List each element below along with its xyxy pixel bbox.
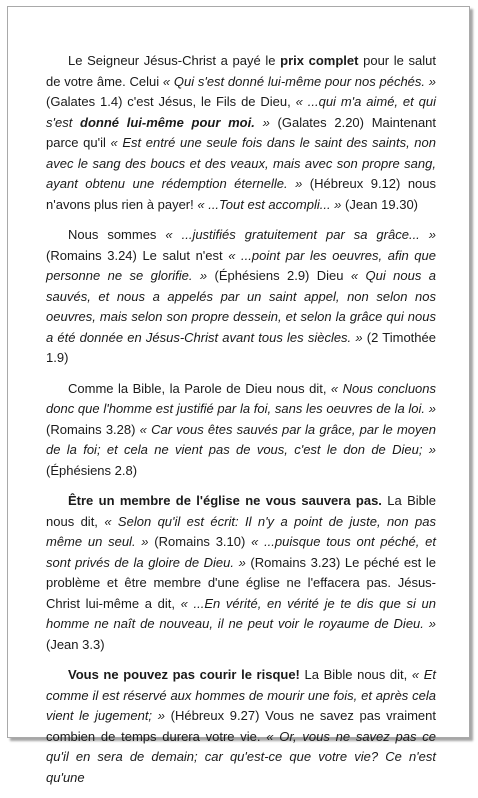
- text-run: (2 Timothée 1.9): [46, 329, 436, 365]
- paragraph-parole-de-dieu: [46, 379, 436, 482]
- paragraph-membre-eglise: [46, 491, 436, 655]
- paragraph-prix-complet: [46, 51, 436, 215]
- quote-jean-3-3: « ...En vérité, en vérité je te dis que si un homme ne naît de nouveau, il ne peut voir le royaume de Dieu. »: [46, 595, 437, 631]
- quote-ephesiens-2-8: « Car vous êtes sauvés par la grâce, par le moyen de la foi; et cela ne vient pas de vous, c'est le don de Dieu; »: [46, 421, 436, 457]
- text-run: (Jean 19.30): [341, 196, 419, 212]
- quote-hebreux-9-27: « Et comme il est réservé aux hommes de mourir une fois, et après cela vient le jugement; »: [46, 667, 437, 723]
- text-run: La Bible nous dit,: [46, 493, 436, 529]
- text-run: (Romains 3.23) Le péché est le problème et être membre d'une église ne l'effacera pas. Jésus-Christ lui-même a dit,: [46, 554, 436, 611]
- text-run: Le Seigneur Jésus-Christ a payé le: [68, 53, 281, 68]
- paragraph-courir-le-risque: [46, 665, 436, 788]
- quote-romains-3-24: « ...justifiés gratuitement par sa grâce... »: [165, 227, 436, 242]
- quote-close: »: [254, 114, 270, 130]
- text-run: Comme la Bible, la Parole de Dieu nous dit,: [68, 380, 331, 396]
- text-run: (Hébreux 9.27) Vous ne savez pas vraiment combien de temps durera votre vie.: [46, 708, 437, 744]
- text-run: (Éphésiens 2.8): [46, 462, 138, 478]
- text-run: (Galates 2.20) Maintenant parce qu'il: [46, 114, 437, 150]
- quote-hebreux-9-12: « Est entré une seule fois dans le saint des saints, non avec le sang des boucs et des veaux, mais avec son propre sang, ayant obtenu une rédemption éternelle. »: [46, 135, 436, 191]
- quote-romains-3-23: « ...puisque tous ont péché, et sont privés de la gloire de Dieu. »: [46, 534, 436, 570]
- quote-romains-3-10: « Selon qu'il est écrit: Il n'y a point de juste, non pas même un seul. »: [46, 513, 436, 549]
- emphasis-prix-complet: prix complet: [280, 53, 359, 68]
- quote-galates-1-4: « Qui s'est donné lui-même pour nos péchés. »: [162, 73, 436, 89]
- quote-2-timothee-1-9: « Qui nous a sauvés, et nous a appelés par un saint appel, non selon nos oeuvres, mais selon son propre dessein, et selon la grâce qui nous a été donnée en Jésus-Christ avant tous les siècles. »: [46, 268, 437, 345]
- text-run: La Bible nous dit,: [299, 667, 412, 682]
- quote-jean-19-30: « ...Tout est accompli... »: [197, 196, 342, 212]
- quote-ephesiens-2-9: « ...point par les oeuvres, afin que personne ne se glorifie. »: [46, 247, 436, 283]
- quote-romains-3-28: « Nous concluons donc que l'homme est justifié par la foi, sans les oeuvres de la loi. »: [46, 380, 437, 416]
- paragraph-justifies: [46, 225, 436, 369]
- text-run: (Galates 1.4) c'est Jésus, le Fils de Dieu,: [46, 94, 296, 109]
- quote-jacques-4-14: « Or, vous ne savez pas ce qu'il en sera de demain; car qu'est-ce que votre vie? Ce n'est qu'une: [46, 728, 436, 785]
- quote-galates-2-20-bold: donné lui-même pour moi.: [80, 114, 255, 130]
- text-run: (Romains 3.24) Le salut n'est: [46, 247, 229, 263]
- text-run: (Hébreux 9.12) nous n'avons plus rien à payer!: [46, 176, 437, 212]
- text-run: Nous sommes: [68, 227, 166, 242]
- text-run: (Éphésiens 2.9) Dieu: [207, 268, 351, 283]
- text-run: (Romains 3.10): [148, 534, 252, 549]
- quote-galates-2-20: « ...qui m'a aimé, et qui s'est: [46, 94, 436, 130]
- document-page: [7, 6, 470, 785]
- heading-courir-le-risque: Vous ne pouvez pas courir le risque!: [68, 667, 300, 682]
- text-run: pour le salut de votre âme. Celui: [46, 53, 436, 89]
- text-run: (Jean 3.3): [46, 636, 105, 652]
- text-run: (Romains 3.28): [46, 421, 140, 437]
- document-body: [46, 51, 436, 798]
- heading-membre-eglise: Être un membre de l'église ne vous sauvera pas.: [68, 493, 382, 508]
